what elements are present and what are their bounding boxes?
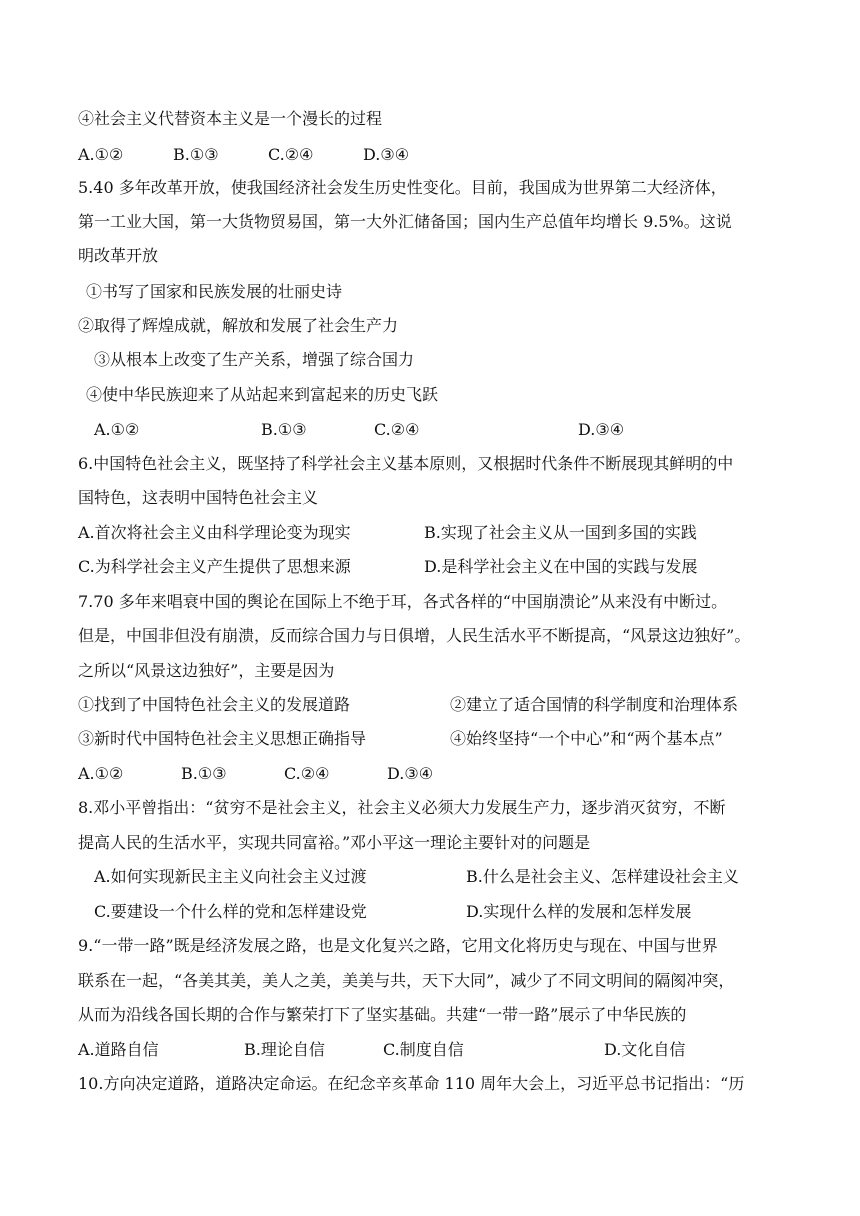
- q7-item-3: ③新时代中国特色社会主义思想正确指导: [78, 729, 367, 748]
- q5-item-4: ④使中华民族迎来了从站起来到富起来的历史飞跃: [86, 385, 439, 404]
- q9-option-b[interactable]: B.理论自信: [244, 1040, 325, 1059]
- q4-option-c[interactable]: C.②④: [268, 145, 314, 164]
- q4-option-d[interactable]: D.③④: [363, 145, 410, 164]
- q7-stem-line-2: 但是，中国非但没有崩溃，反而综合国力与日俱增，人民生活水平不断提高，“风景这边独好”。: [78, 626, 751, 645]
- q9-option-a[interactable]: A.道路自信: [78, 1040, 159, 1059]
- q6-stem-line-1: 6.中国特色社会主义，既坚持了科学社会主义基本原则，又根据时代条件不断展现其鲜明的中: [78, 454, 734, 473]
- q9-stem-line-2: 联系在一起，“各美其美，美人之美，美美与共，天下大同”，减少了不同文明间的隔阂冲突，: [78, 971, 735, 990]
- q9-options: [78, 1035, 778, 1065]
- q8-option-b[interactable]: B.什么是社会主义、怎样建设社会主义: [466, 867, 739, 886]
- q7-item-4: ④始终坚持“一个中心”和“两个基本点”: [450, 729, 723, 748]
- q4-item-4: ④社会主义代替资本主义是一个漫长的过程: [78, 109, 383, 128]
- q9-option-d[interactable]: D.文化自信: [604, 1040, 686, 1059]
- q9-stem-line-1: 9.“一带一路”既是经济发展之路，也是文化复兴之路，它用文化将历史与现在、中国与世界: [78, 936, 718, 955]
- q5-options: [94, 415, 794, 445]
- q6-options-row-1: [78, 518, 778, 548]
- q7-stem-line-3: 之所以“风景这边独好”，主要是因为: [78, 661, 335, 680]
- q6-option-c[interactable]: C.为科学社会主义产生提供了思想来源: [78, 557, 351, 576]
- q8-stem-line-1: 8.邓小平曾指出：“贫穷不是社会主义，社会主义必须大力发展生产力，逐步消灭贫穷，不断: [78, 798, 726, 817]
- q7-option-b[interactable]: B.①③: [181, 764, 227, 783]
- q7-option-d[interactable]: D.③④: [387, 764, 434, 783]
- q8-options-row-2: [94, 897, 794, 927]
- q8-option-c[interactable]: C.要建设一个什么样的党和怎样建设党: [94, 902, 367, 921]
- q5-option-a[interactable]: A.①②: [94, 420, 140, 439]
- q8-stem-line-2: 提高人民的生活水平，实现共同富裕。”邓小平这一理论主要针对的问题是: [78, 833, 591, 852]
- q8-options-row-1: [94, 862, 794, 892]
- q6-options-row-2: [78, 552, 778, 582]
- q7-item-1: ①找到了中国特色社会主义的发展道路: [78, 695, 351, 714]
- q6-option-a[interactable]: A.首次将社会主义由科学理论变为现实: [78, 523, 351, 542]
- q5-stem-line-2: 第一工业大国，第一大货物贸易国，第一大外汇储备国；国内生产总值年均增长 9.5%。这说: [78, 212, 732, 231]
- q4-option-a[interactable]: A.①②: [78, 145, 124, 164]
- q6-option-d[interactable]: D.是科学社会主义在中国的实践与发展: [424, 557, 698, 576]
- q5-stem-line-3: 明改革开放: [78, 246, 159, 265]
- q5-stem-line-1: 5.40 多年改革开放，使我国经济社会发生历史性变化。目前，我国成为世界第二大经济体，: [78, 178, 727, 197]
- q8-option-d[interactable]: D.实现什么样的发展和怎样发展: [466, 902, 692, 921]
- q5-option-d[interactable]: D.③④: [578, 420, 625, 439]
- q7-items-row-1: [78, 690, 778, 720]
- q6-option-b[interactable]: B.实现了社会主义从一国到多国的实践: [424, 523, 697, 542]
- q6-stem-line-2: 国特色，这表明中国特色社会主义: [78, 488, 319, 507]
- q10-stem-line-1: 10.方向决定道路，道路决定命运。在纪念辛亥革命 110 周年大会上，习近平总书记指出：“历: [78, 1074, 745, 1093]
- q5-item-2: ②取得了辉煌成就，解放和发展了社会生产力: [78, 316, 399, 335]
- q9-option-c[interactable]: C.制度自信: [383, 1040, 464, 1059]
- q9-stem-line-3: 从而为沿线各国长期的合作与繁荣打下了坚实基础。共建“一带一路”展示了中华民族的: [78, 1005, 687, 1024]
- q5-item-3: ③从根本上改变了生产关系，增强了综合国力: [94, 350, 415, 369]
- q7-option-c[interactable]: C.②④: [284, 764, 330, 783]
- q7-options: [78, 759, 778, 789]
- q7-option-a[interactable]: A.①②: [78, 764, 124, 783]
- q4-option-b[interactable]: B.①③: [173, 145, 219, 164]
- q5-option-c[interactable]: C.②④: [374, 420, 420, 439]
- q5-option-b[interactable]: B.①③: [261, 420, 307, 439]
- q7-item-2: ②建立了适合国情的科学制度和治理体系: [450, 695, 739, 714]
- q7-stem-line-1: 7.70 多年来唱衰中国的舆论在国际上不绝于耳，各式各样的“中国崩溃论”从来没有中断过。: [78, 592, 728, 611]
- q7-items-row-2: [78, 724, 778, 754]
- q5-item-1: ①书写了国家和民族发展的壮丽史诗: [86, 282, 343, 301]
- q8-option-a[interactable]: A.如何实现新民主主义向社会主义过渡: [94, 867, 367, 886]
- q4-options: [78, 140, 778, 170]
